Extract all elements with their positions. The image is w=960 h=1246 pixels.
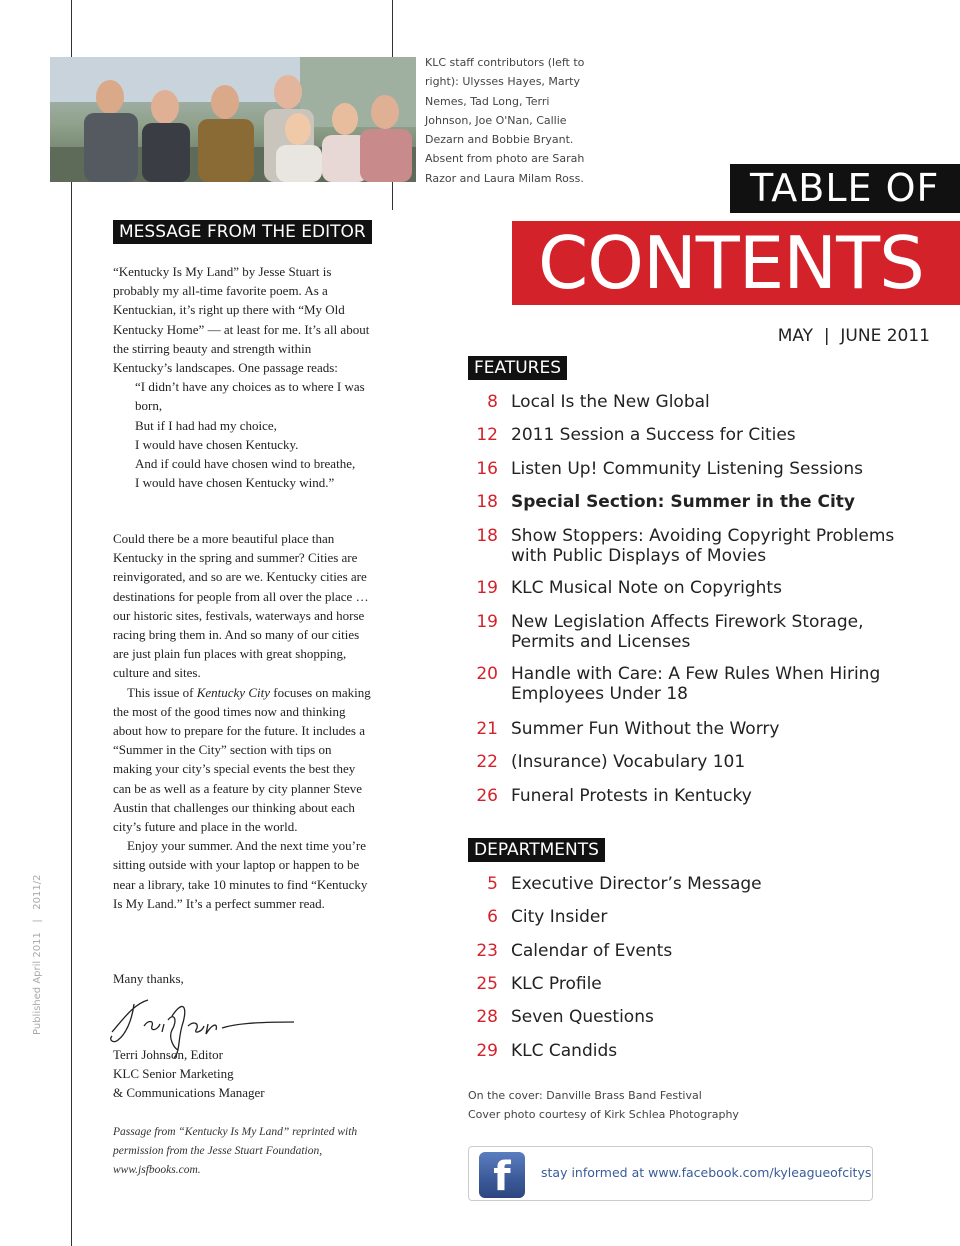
cover-note: [468, 1086, 739, 1124]
toc-entry[interactable]: [470, 719, 930, 739]
title-contents: CONTENTS: [512, 221, 960, 305]
toc-entry[interactable]: [470, 526, 930, 566]
issue-date: MAY | JUNE 2011: [777, 326, 930, 346]
toc-entry[interactable]: [470, 907, 930, 927]
toc-entry[interactable]: [470, 974, 930, 994]
page-number: 12: [476, 425, 498, 445]
poem-line: But if I had had my choice,: [135, 417, 277, 433]
toc-entry[interactable]: [470, 752, 930, 772]
page-number: 23: [476, 941, 498, 961]
poem-line: “I didn’t have any choices as to where I was born,: [135, 379, 365, 414]
editor-signoff: [113, 1045, 265, 1103]
toc-entry-title: Show Stoppers: Avoiding Copyright Problems with Public Displays of Movies: [511, 526, 895, 566]
page-number: 21: [476, 719, 498, 739]
page-number: 8: [487, 392, 498, 412]
page-number: 29: [476, 1041, 498, 1061]
cover-credit: Cover photo courtesy of Kirk Schlea Photography: [468, 1108, 739, 1121]
toc-entry[interactable]: [470, 392, 930, 412]
page-number: 28: [476, 1007, 498, 1027]
facebook-banner[interactable]: [468, 1146, 873, 1201]
toc-entry[interactable]: [470, 1041, 930, 1061]
editor-intro: “Kentucky Is My Land” by Jesse Stuart is probably my all-time favorite poem. As a Kentuckian, it’s right up there with “My Old Kentucky Home” — at least for me. It’s all about the stirring beauty and strength within Kentucky’s landscapes. One passage reads:: [113, 264, 370, 376]
signoff-line: KLC Senior Marketing: [113, 1066, 234, 1082]
toc-entry[interactable]: [470, 578, 930, 598]
toc-entry-title: (Insurance) Vocabulary 101: [511, 752, 746, 772]
toc-entry[interactable]: [470, 664, 930, 704]
toc-entry-title: Local Is the New Global: [511, 392, 710, 412]
page-number: 19: [476, 578, 498, 598]
toc-entry[interactable]: [470, 874, 930, 894]
published-note: Published April 2011 | 2011/2: [32, 874, 43, 1035]
page-number: 19: [476, 612, 498, 632]
editor-paragraph-3: This issue of Kentucky City focuses on making the most of the good times now and thinking about how to prepare for the future. It includes a “Summer in the City” section with tips on making your city’s special events the best they can be as well as a feature by city planner Steve Austin that challenges our thinking about each city’s future and place in the world.: [113, 684, 371, 835]
page-number: 6: [487, 907, 498, 927]
page-number: 18: [476, 526, 498, 546]
features-heading: FEATURES: [468, 356, 567, 380]
toc-entry-title: Calendar of Events: [511, 941, 673, 961]
editor-heading: MESSAGE FROM THE EDITOR: [113, 220, 372, 244]
facebook-link[interactable]: stay informed at www.facebook.com/kyleagueofcitys: [541, 1165, 872, 1180]
toc-entry-title: Executive Director’s Message: [511, 874, 762, 894]
page-number: 26: [476, 786, 498, 806]
toc-entry[interactable]: [470, 1007, 930, 1027]
signoff-line: & Communications Manager: [113, 1085, 265, 1101]
cover-caption: On the cover: Danville Brass Band Festival: [468, 1089, 702, 1102]
left-rule: [71, 0, 72, 1246]
closing-text: Many thanks,: [113, 971, 184, 986]
editor-paragraph-2: Could there be a more beautiful place than Kentucky in the spring and summer? Cities are reinvigorated, and so are we. Kentucky cities are destinations for people from all over the place … our historic sites, festivals, waterways and horse racing bring them in. And so many of our cities are just plain fun places with great shopping, culture and sites.: [113, 531, 369, 681]
toc-entry-title: KLC Candids: [511, 1041, 618, 1061]
toc-entry[interactable]: [470, 459, 930, 479]
signoff-line: Terri Johnson, Editor: [113, 1047, 223, 1062]
toc-entry[interactable]: [470, 425, 930, 445]
editor-paragraph-4: Enjoy your summer. And the next time you’re sitting outside with your laptop or happen to be near a library, take 10 minutes to find “Kentucky Is My Land.” It’s a perfect summer read.: [113, 838, 368, 911]
toc-entry-title: Funeral Protests in Kentucky: [511, 786, 752, 806]
toc-entry-title: Listen Up! Community Listening Sessions: [511, 459, 863, 479]
toc-entry[interactable]: [470, 941, 930, 961]
toc-entry-title: 2011 Session a Success for Cities: [511, 425, 796, 445]
toc-entry-title: New Legislation Affects Firework Storage, Permits and Licenses: [511, 612, 864, 652]
poem-credit: Passage from “Kentucky Is My Land” reprinted with permission from the Jesse Stuart Foundation, www.jsfbooks.com.: [113, 1126, 358, 1176]
page-number: 25: [476, 974, 498, 994]
toc-entry-title: Special Section: Summer in the City: [511, 492, 856, 512]
page-number: 18: [476, 492, 498, 512]
toc-entry-title: KLC Musical Note on Copyrights: [511, 578, 782, 598]
toc-entry-title: Seven Questions: [511, 1007, 654, 1027]
poem-line: And if could have chosen wind to breathe,: [135, 456, 356, 472]
editor-body: [113, 529, 373, 913]
toc-entry-title: KLC Profile: [511, 974, 602, 994]
page-number: 16: [476, 459, 498, 479]
toc-entry-title: City Insider: [511, 907, 608, 927]
departments-heading: DEPARTMENTS: [468, 838, 605, 862]
toc-entry[interactable]: [470, 612, 930, 652]
poem-line: I would have chosen Kentucky.: [135, 436, 299, 452]
title-table-of: TABLE OF: [730, 164, 960, 213]
facebook-icon[interactable]: f: [479, 1152, 525, 1198]
page-number: 5: [487, 874, 498, 894]
photo-caption: KLC staff contributors (left to right): Ulysses Hayes, Marty Nemes, Tad Long, Terri Johnson, Joe O'Nan, Callie Dezarn and Bobbie Bryant. Absent from photo are Sarah Razor and Laura Milam Ross.: [425, 56, 585, 185]
staff-photo: [50, 57, 416, 182]
toc-entry[interactable]: [470, 492, 930, 512]
page-number: 22: [476, 752, 498, 772]
poem-line: I would have chosen Kentucky wind.”: [135, 475, 335, 491]
toc-entry-title: Handle with Care: A Few Rules When Hiring Employees Under 18: [511, 664, 881, 704]
page-number: 20: [476, 664, 498, 684]
toc-entry-title: Summer Fun Without the Worry: [511, 719, 780, 739]
toc-entry[interactable]: [470, 786, 930, 806]
editor-letter: [113, 262, 373, 492]
